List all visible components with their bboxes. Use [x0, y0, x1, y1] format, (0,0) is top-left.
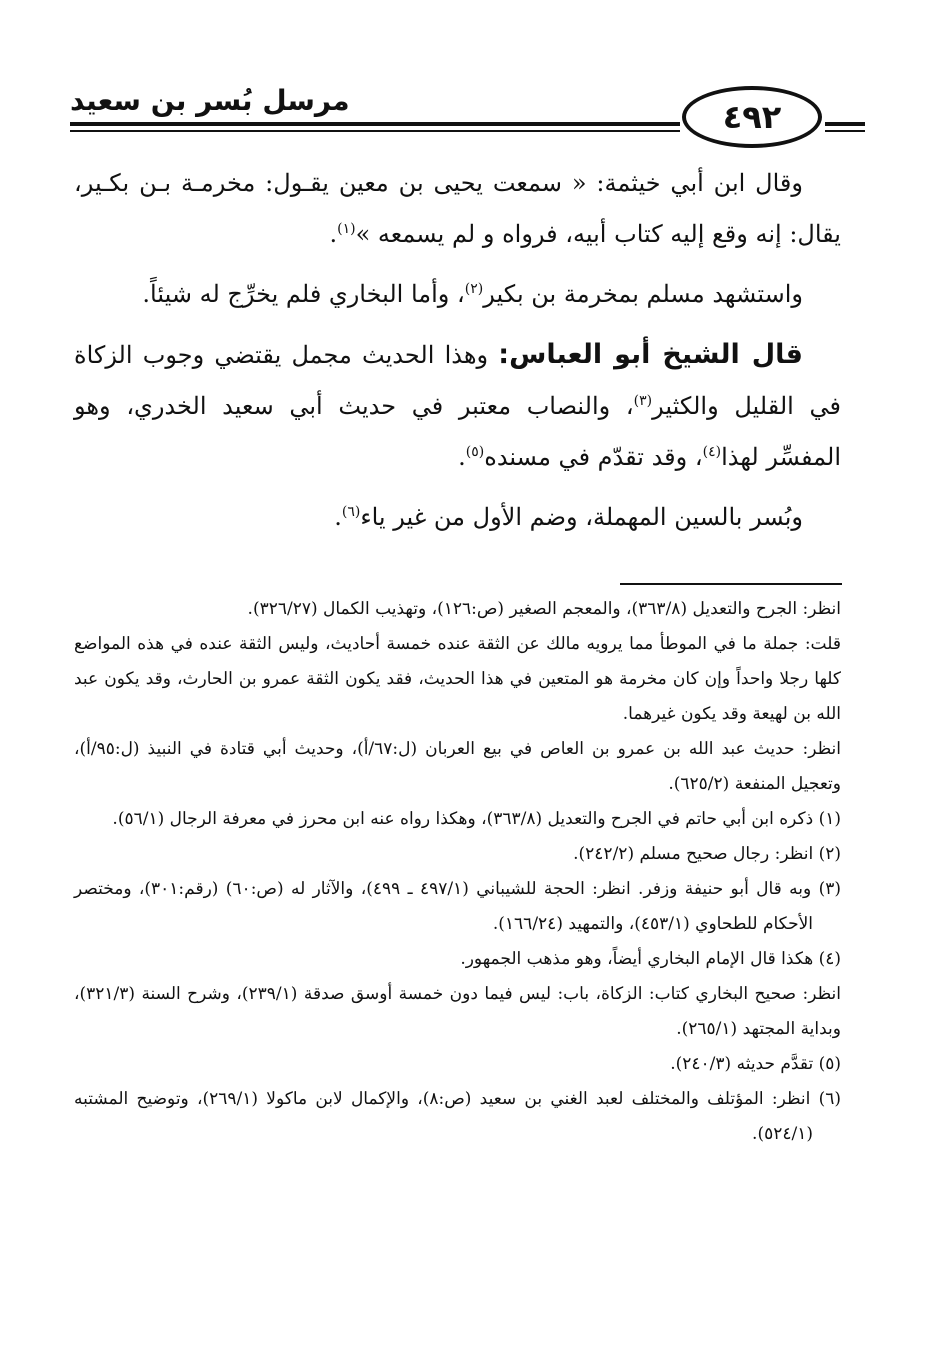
footnote-1: (١) ذكره ابن أبي حاتم في الجرح والتعديل (٣٦٣/٨)، وهكذا رواه عنه ابن محرز في معرفة الرجال (٥٦/١). — [112, 809, 841, 829]
paragraph-4 — [74, 492, 841, 543]
footnote-ref-5: (٥) — [465, 444, 485, 460]
speaker-label: قال الشيخ أبو العباس: — [498, 339, 803, 370]
paragraph-3-text-a: وهذا الحديث مجمل يقتضي وجوب الزكاة في القليل والكثير — [74, 341, 841, 420]
page-number: ٤٩٢ — [682, 86, 822, 148]
page-header — [70, 70, 865, 140]
footnote-4: (٤) هكذا قال الإمام البخاري أيضاً، وهو مذهب الجمهور. — [460, 949, 841, 969]
footnote-note: انظر: صحيح البخاري كتاب: الزكاة، باب: ليس فيما دون خمسة أوسق صدقة (٢٣٩/١)، وشرح السنة (٣٢١/٣)، وبداية المجتهد (٢٦٥/١). — [74, 984, 841, 1039]
paragraph-3-end: . — [458, 443, 466, 471]
footnote-ref-3: (٣) — [633, 393, 653, 409]
footnote-5: (٥) تقدَّم حديثه (٢٤٠/٣). — [670, 1054, 841, 1074]
footnote-note: انظر: الجرح والتعديل (٣٦٣/٨)، والمعجم الصغير (ص:١٢٦)، وتهذيب الكمال (٣٢٦/٢٧). — [247, 599, 841, 619]
paragraph-2-end: ، وأما البخاري فلم يخرِّج له شيئاً. — [142, 280, 465, 308]
header-rule-right-thin — [825, 130, 865, 132]
header-rule-thick — [70, 122, 680, 126]
paragraph-2 — [74, 269, 841, 320]
footnote-note: انظر: حديث عبد الله بن عمرو بن العاص في بيع العربان (ل:٦٧/أ)، وحديث أبي قتادة في النبيذ (ل:٩٥/أ)، وتعجيل المنفعة (٦٢٥/٢). — [74, 739, 841, 794]
header-rule-right-thick — [825, 122, 865, 126]
footnotes — [74, 592, 841, 1152]
header-rule-thin — [70, 130, 680, 132]
running-title: مرسل بُسر بن سعيد — [70, 84, 350, 117]
footnote-ref-6: (٦) — [341, 504, 361, 520]
footnote-2: (٢) انظر: رجال صحيح مسلم (٢٤٢/٢). — [573, 844, 841, 864]
paragraph-2-text: واستشهد مسلم بمخرمة بن بكير — [483, 280, 803, 308]
paragraph-1-end: . — [329, 220, 338, 248]
paragraph-4-end: . — [334, 503, 342, 531]
footnote-note: قلت: جملة ما في الموطأ مما يرويه مالك عن الثقة عنده خمسة أحاديث، وليس الثقة عنده في هذه المواضع كلها رجلا واحداً وإن كان مخرمة هو المتعين في هذا الحديث، فقد يكون الثقة عمرو بن الحارث، وقد يكون عبد الله بن لهيعة وقد يكون غيرهما. — [74, 634, 841, 724]
footnote-3: (٣) وبه قال أبو حنيفة وزفر. انظر: الحجة للشيباني (٤٩٧/١ ـ ٤٩٩)، والآثار له (ص:٦٠) (رقم:٣٠١)، ومختصر الأحكام للطحاوي (٤٥٣/١)، والتمهيد (١٦٦/٢٤). — [74, 879, 841, 934]
main-text — [74, 158, 841, 543]
paragraph-1-text: وقال ابن أبي خيثمة: « سمعت يحيى بن معين يقـول: مخرمـة بـن بكـير، يقال: إنه وقع إليه كتاب أبيه، فرواه و لم يسمعه » — [74, 169, 841, 248]
paragraph-1 — [74, 158, 841, 260]
footnote-ref-1: (١) — [337, 221, 356, 237]
footnote-6: (٦) انظر: المؤتلف والمختلف لعبد الغني بن سعيد (ص:٨)، والإكمال لابن ماكولا (٢٦٩/١)، وتوضيح المشتبه (٥٢٤/١). — [74, 1089, 841, 1144]
footnote-ref-4: (٤) — [702, 444, 722, 460]
footnote-separator — [620, 583, 842, 585]
paragraph-4-text: وبُسر بالسين المهملة، وضم الأول من غير ياء — [360, 503, 803, 531]
paragraph-3-text-c: ، وقد تقدّم في مسنده — [484, 443, 703, 471]
paragraph-3-text-b: ، والنصاب معتبر في حديث أبي سعيد الخدري، وهو المفسِّر لهذا — [74, 392, 841, 471]
paragraph-3 — [74, 329, 841, 483]
footnote-ref-2: (٢) — [464, 281, 484, 297]
